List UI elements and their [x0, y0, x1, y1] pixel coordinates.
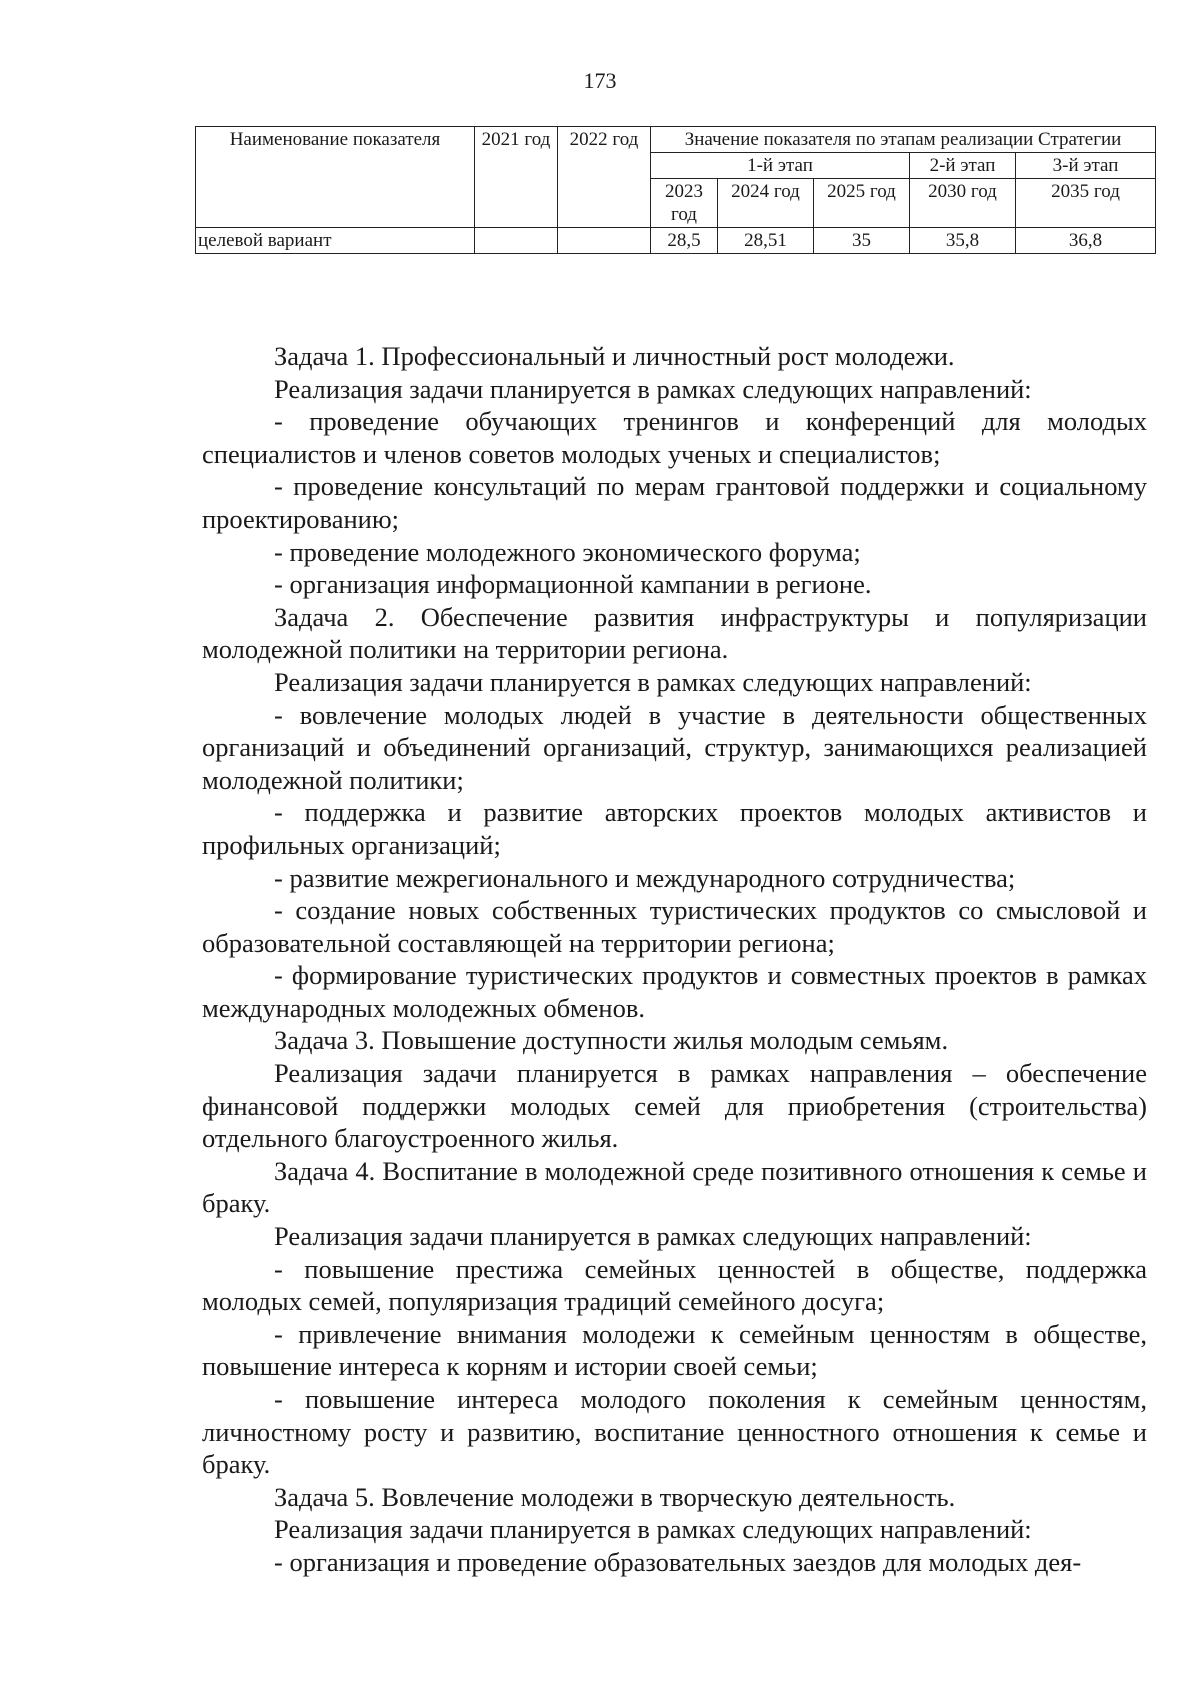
paragraph: Задача 3. Повышение доступности жилья молодым семьям. — [274, 1025, 949, 1056]
header-year-2024: 2024 год — [718, 179, 814, 228]
header-year-2030: 2030 год — [910, 179, 1016, 228]
header-year-2025: 2025 год — [814, 179, 910, 228]
paragraph: - развитие межрегионального и международного сотрудничества; — [274, 862, 1016, 893]
paragraph: Реализация задачи планируется в рамках следующих направлений: — [274, 1221, 1032, 1252]
header-year-2021: 2021 год — [475, 127, 558, 228]
cell-2021 — [475, 228, 558, 254]
paragraph: - проведение обучающих тренингов и конференций для молодых специалистов и членов советов молодых ученых и специалистов; — [202, 406, 1147, 469]
header-indicator-name: Наименование показателя — [196, 127, 475, 228]
cell-2024: 28,51 — [718, 228, 814, 254]
paragraph: Задача 4. Воспитание в молодежной среде позитивного отношения к семье и браку. — [202, 1155, 1147, 1219]
paragraph: Реализация задачи планируется в рамках следующих направлений: — [274, 666, 1032, 697]
paragraph: Задача 1. Профессиональный и личностный рост молодежи. — [274, 341, 955, 371]
header-stage-1: 1-й этап — [651, 153, 910, 179]
paragraph: Реализация задачи планируется в рамках следующих направлений: — [274, 373, 1032, 404]
cell-2030: 35,8 — [910, 228, 1016, 254]
paragraph: - повышение интереса молодого поколения к семейным ценностям, личностному росту и развитию, воспитание ценностного отношения к семье и браку. — [202, 1384, 1147, 1480]
paragraph: Задача 5. Вовлечение молодежи в творческую деятельность. — [274, 1481, 956, 1512]
paragraph: - проведение молодежного экономического форума; — [274, 536, 861, 567]
cell-2023: 28,5 — [651, 228, 718, 254]
cell-2035: 36,8 — [1016, 228, 1156, 254]
paragraph: - поддержка и развитие авторских проектов молодых активистов и профильных организаций; — [202, 797, 1147, 860]
paragraph: - организация информационной кампании в регионе. — [274, 569, 872, 600]
header-year-2022: 2022 год — [558, 127, 651, 228]
paragraph: - привлечение внимания молодежи к семейным ценностям в обществе, повышение интереса к корням и истории своей семьи; — [202, 1318, 1147, 1382]
row-indicator-name: целевой вариант — [196, 228, 475, 254]
paragraph: - вовлечение молодых людей в участие в деятельности общественных организаций и объединений организаций, структур, занимающихся реализацией молодежной политики; — [202, 699, 1147, 795]
table-row — [196, 228, 1156, 254]
header-stages-title: Значение показателя по этапам реализации Стратегии — [651, 127, 1156, 153]
header-year-2035: 2035 год — [1016, 179, 1156, 228]
paragraph: - организация и проведение образовательных заездов для молодых дея- — [274, 1546, 1082, 1577]
paragraph: - создание новых собственных туристических продуктов со смысловой и образовательной составляющей на территории региона; — [202, 895, 1147, 958]
paragraph: - повышение престижа семейных ценностей в обществе, поддержка молодых семей, популяризация традиций семейного досуга; — [202, 1253, 1147, 1317]
cell-2022 — [558, 228, 651, 254]
cell-2025: 35 — [814, 228, 910, 254]
page-number: 173 — [583, 68, 617, 93]
header-stage-3: 3-й этап — [1016, 153, 1156, 179]
header-year-2023: 2023 год — [651, 179, 718, 228]
header-stage-2: 2-й этап — [910, 153, 1016, 179]
indicator-table — [195, 126, 1156, 254]
paragraph: - проведение консультаций по мерам грантовой поддержки и социальному проектированию; — [202, 471, 1147, 534]
body-text — [202, 340, 1147, 1579]
paragraph: - формирование туристических продуктов и совместных проектов в рамках международных молодежных обменов. — [202, 960, 1147, 1023]
paragraph: Реализация задачи планируется в рамках направления – обеспечение финансовой поддержки молодых семей для приобретения (строительства) отдельного благоустроенного жилья. — [202, 1058, 1147, 1154]
paragraph: Задача 2. Обеспечение развития инфраструктуры и популяризации молодежной политики на территории региона. — [202, 601, 1147, 665]
paragraph: Реализация задачи планируется в рамках следующих направлений: — [274, 1514, 1032, 1545]
